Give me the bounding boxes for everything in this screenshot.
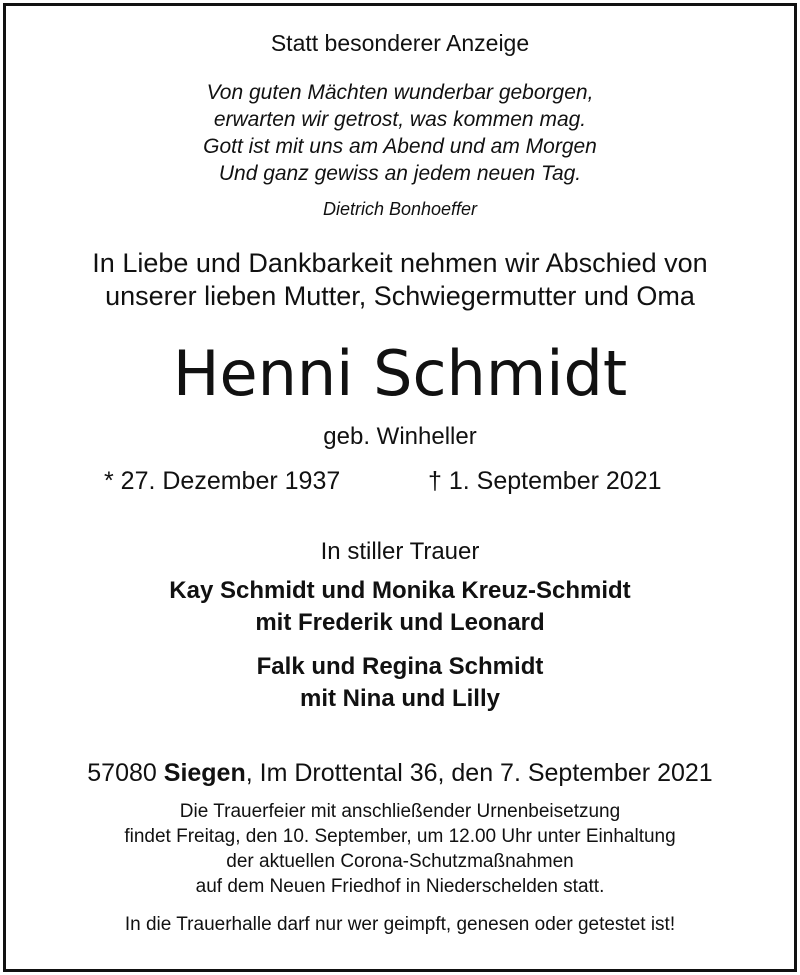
maiden-name: geb. Winheller	[323, 423, 477, 450]
address-postcode: 57080	[87, 759, 157, 787]
poem-line-2: erwarten wir getrost, was kommen mag.	[213, 108, 587, 131]
death-date: † 1. September 2021	[428, 467, 662, 495]
intro-line-2: unserer lieben Mutter, Schwiegermutter und Oma	[105, 281, 695, 311]
address-rest: , Im Drottental 36, den 7. September 2021	[245, 759, 713, 787]
intro-line-1: In Liebe und Dankbarkeit nehmen wir Abschied von	[92, 248, 708, 278]
family2-line-2: mit Nina und Lilly	[299, 685, 500, 712]
poem-line-4: Und ganz gewiss an jedem neuen Tag.	[218, 162, 582, 185]
family2-line-1: Falk und Regina Schmidt	[256, 653, 544, 680]
poem-line-3: Gott ist mit uns am Abend und am Morgen	[203, 135, 597, 158]
deceased-name: Henni Schmidt	[172, 337, 628, 410]
funeral-line-2: findet Freitag, den 10. September, um 12.00 Uhr unter Einhaltung	[124, 826, 676, 847]
poem-author: Dietrich Bonhoeffer	[322, 199, 478, 219]
family1-line-1: Kay Schmidt und Monika Kreuz-Schmidt	[169, 577, 631, 604]
funeral-line-1: Die Trauerfeier mit anschließender Urnenbeisetzung	[179, 801, 621, 822]
funeral-line-4: auf dem Neuen Friedhof in Niederschelden statt.	[195, 876, 605, 897]
mourners-heading: In stiller Trauer	[320, 538, 480, 565]
header-title: Statt besonderer Anzeige	[270, 30, 530, 56]
family1-line-2: mit Frederik und Leonard	[255, 609, 545, 636]
birth-date: * 27. Dezember 1937	[104, 467, 341, 495]
corona-notice: In die Trauerhalle darf nur wer geimpft, genesen oder getestet ist!	[124, 914, 676, 935]
address-city: Siegen	[163, 759, 246, 787]
life-dates	[0, 467, 800, 507]
funeral-line-3: der aktuellen Corona-Schutzmaßnahmen	[226, 851, 574, 872]
poem-line-1: Von guten Mächten wunderbar geborgen,	[206, 81, 594, 104]
address-line	[0, 759, 800, 788]
